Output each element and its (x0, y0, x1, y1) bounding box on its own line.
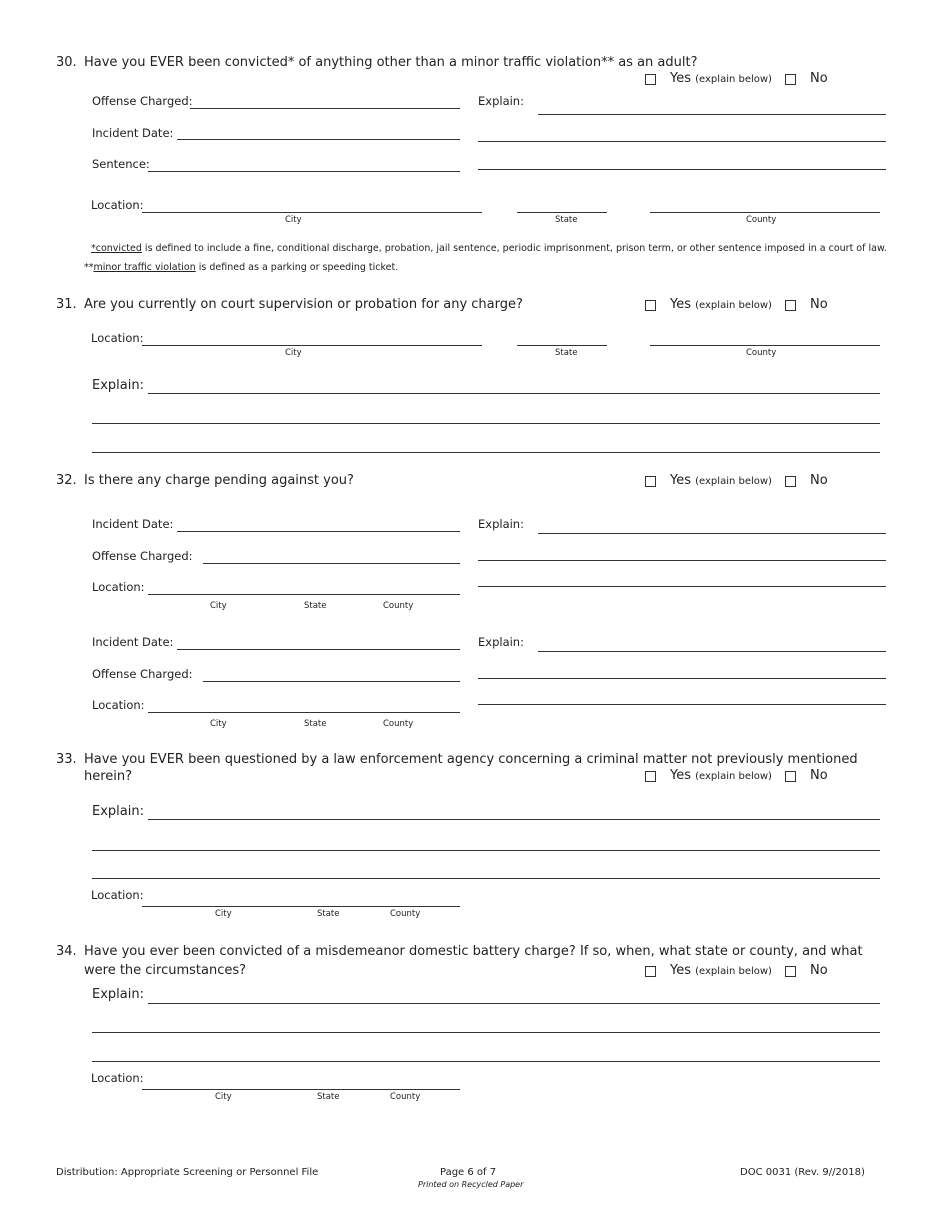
footer-page-number: Page 6 of 7 (440, 1167, 497, 1178)
q33-no-label: No (810, 768, 828, 783)
q33-yes-checkbox[interactable] (645, 771, 656, 782)
q34-county-caption: County (390, 1092, 421, 1102)
q34-explain-line-1[interactable] (148, 1003, 880, 1004)
q31-location-label: Location: (91, 331, 144, 345)
q30-offense-field[interactable] (190, 108, 460, 109)
q33-location-label: Location: (91, 888, 144, 902)
q33-text-line-1: Have you EVER been questioned by a law enforcement agency concerning a criminal matter not previously mentioned (84, 752, 858, 767)
q32-a-incident-date-label: Incident Date: (92, 517, 174, 531)
q33-number: 33. (56, 752, 77, 767)
q31-county-caption: County (746, 348, 777, 358)
q32-no-label: No (810, 473, 828, 488)
q31-explain-line-3[interactable] (92, 452, 880, 453)
q32-number: 32. (56, 473, 77, 488)
q32-b-state-caption: State (304, 719, 327, 729)
q30-number: 30. (56, 55, 77, 70)
q30-no-checkbox[interactable] (785, 74, 796, 85)
q32-a-explain-line-2[interactable] (478, 560, 886, 561)
q33-explain-line-3[interactable] (92, 878, 880, 879)
q30-explain-label: Explain: (478, 94, 524, 108)
q32-b-location-label: Location: (92, 698, 145, 712)
q30-sentence-field[interactable] (148, 171, 460, 172)
q30-footnote-convicted: *convicted is defined to include a fine, conditional discharge, probation, jail sentence, periodic imprisonment, prison term, or other sentence imposed in a court of law. (91, 243, 887, 254)
q32-a-location-field[interactable] (148, 594, 460, 595)
q30-explain-line-3[interactable] (478, 169, 886, 170)
q33-location-field[interactable] (142, 906, 460, 907)
q32-b-explain-line-1[interactable] (538, 651, 886, 652)
q30-state-caption: State (555, 215, 578, 225)
q32-a-offense-label: Offense Charged: (92, 549, 193, 563)
q30-sentence-label: Sentence: (92, 157, 150, 171)
q32-a-offense-field[interactable] (203, 563, 460, 564)
q32-b-location-field[interactable] (148, 712, 460, 713)
q32-b-explain-line-3[interactable] (478, 704, 886, 705)
q31-no-label: No (810, 297, 828, 312)
q30-footnote-traffic: **minor traffic violation is defined as a parking or speeding ticket. (84, 262, 399, 273)
q34-explain-line-2[interactable] (92, 1032, 880, 1033)
q34-city-caption: City (215, 1092, 232, 1102)
q33-explain-label: Explain: (92, 804, 144, 819)
q34-state-caption: State (317, 1092, 340, 1102)
q32-a-explain-line-3[interactable] (478, 586, 886, 587)
q32-no-checkbox[interactable] (785, 476, 796, 487)
q33-text-line-2: herein? (84, 769, 133, 784)
q31-yes-label: Yes (explain below) (670, 297, 772, 312)
q31-city-field[interactable] (142, 345, 482, 346)
q30-offense-label: Offense Charged: (92, 94, 193, 108)
q34-no-label: No (810, 963, 828, 978)
q33-county-caption: County (390, 909, 421, 919)
q31-city-caption: City (285, 348, 302, 358)
q31-number: 31. (56, 297, 77, 312)
q30-city-field[interactable] (142, 212, 482, 213)
q34-explain-label: Explain: (92, 987, 144, 1002)
q32-text: Is there any charge pending against you? (84, 473, 354, 488)
q32-b-offense-field[interactable] (203, 681, 460, 682)
q30-county-field[interactable] (650, 212, 880, 213)
q32-b-city-caption: City (210, 719, 227, 729)
q31-explain-line-1[interactable] (148, 393, 880, 394)
q32-a-incident-date-field[interactable] (177, 531, 460, 532)
q32-b-county-caption: County (383, 719, 414, 729)
q33-city-caption: City (215, 909, 232, 919)
q32-b-incident-date-field[interactable] (177, 649, 460, 650)
q32-b-offense-label: Offense Charged: (92, 667, 193, 681)
q30-county-caption: County (746, 215, 777, 225)
q34-number: 34. (56, 944, 77, 959)
q33-explain-line-1[interactable] (148, 819, 880, 820)
q30-city-caption: City (285, 215, 302, 225)
footer-doc-id: DOC 0031 (Rev. 9//2018) (740, 1167, 865, 1178)
q32-yes-checkbox[interactable] (645, 476, 656, 487)
q30-incident-date-field[interactable] (177, 139, 460, 140)
q32-b-explain-line-2[interactable] (478, 678, 886, 679)
q32-a-state-caption: State (304, 601, 327, 611)
q30-text: Have you EVER been convicted* of anything other than a minor traffic violation** as an adult? (84, 55, 698, 70)
q33-yes-label: Yes (explain below) (670, 768, 772, 783)
q31-state-field[interactable] (517, 345, 607, 346)
q31-explain-label: Explain: (92, 378, 144, 393)
q33-no-checkbox[interactable] (785, 771, 796, 782)
q31-yes-checkbox[interactable] (645, 300, 656, 311)
q31-state-caption: State (555, 348, 578, 358)
q30-no-label: No (810, 71, 828, 86)
q32-a-city-caption: City (210, 601, 227, 611)
footer-distribution: Distribution: Appropriate Screening or Personnel File (56, 1167, 319, 1178)
q30-explain-line-1[interactable] (538, 114, 886, 115)
q34-location-field[interactable] (142, 1089, 460, 1090)
q30-location-label: Location: (91, 198, 144, 212)
q31-county-field[interactable] (650, 345, 880, 346)
q30-yes-label: Yes (explain below) (670, 71, 772, 86)
q32-a-location-label: Location: (92, 580, 145, 594)
q33-state-caption: State (317, 909, 340, 919)
q30-incident-date-label: Incident Date: (92, 126, 174, 140)
q30-state-field[interactable] (517, 212, 607, 213)
q34-text-line-1: Have you ever been convicted of a misdemeanor domestic battery charge? If so, when, what state or county, and what (84, 944, 863, 959)
q34-location-label: Location: (91, 1071, 144, 1085)
q32-a-county-caption: County (383, 601, 414, 611)
q32-a-explain-label: Explain: (478, 517, 524, 531)
q32-b-incident-date-label: Incident Date: (92, 635, 174, 649)
q31-no-checkbox[interactable] (785, 300, 796, 311)
q34-yes-checkbox[interactable] (645, 966, 656, 977)
q32-a-explain-line-1[interactable] (538, 533, 886, 534)
q34-explain-line-3[interactable] (92, 1061, 880, 1062)
q34-no-checkbox[interactable] (785, 966, 796, 977)
q33-explain-line-2[interactable] (92, 850, 880, 851)
q34-yes-label: Yes (explain below) (670, 963, 772, 978)
q34-text-line-2: were the circumstances? (84, 963, 247, 978)
q30-yes-checkbox[interactable] (645, 74, 656, 85)
q31-text: Are you currently on court supervision or probation for any charge? (84, 297, 523, 312)
q32-b-explain-label: Explain: (478, 635, 524, 649)
q30-explain-line-2[interactable] (478, 141, 886, 142)
q32-yes-label: Yes (explain below) (670, 473, 772, 488)
q31-explain-line-2[interactable] (92, 423, 880, 424)
footer-recycled-note: Printed on Recycled Paper (418, 1180, 524, 1189)
